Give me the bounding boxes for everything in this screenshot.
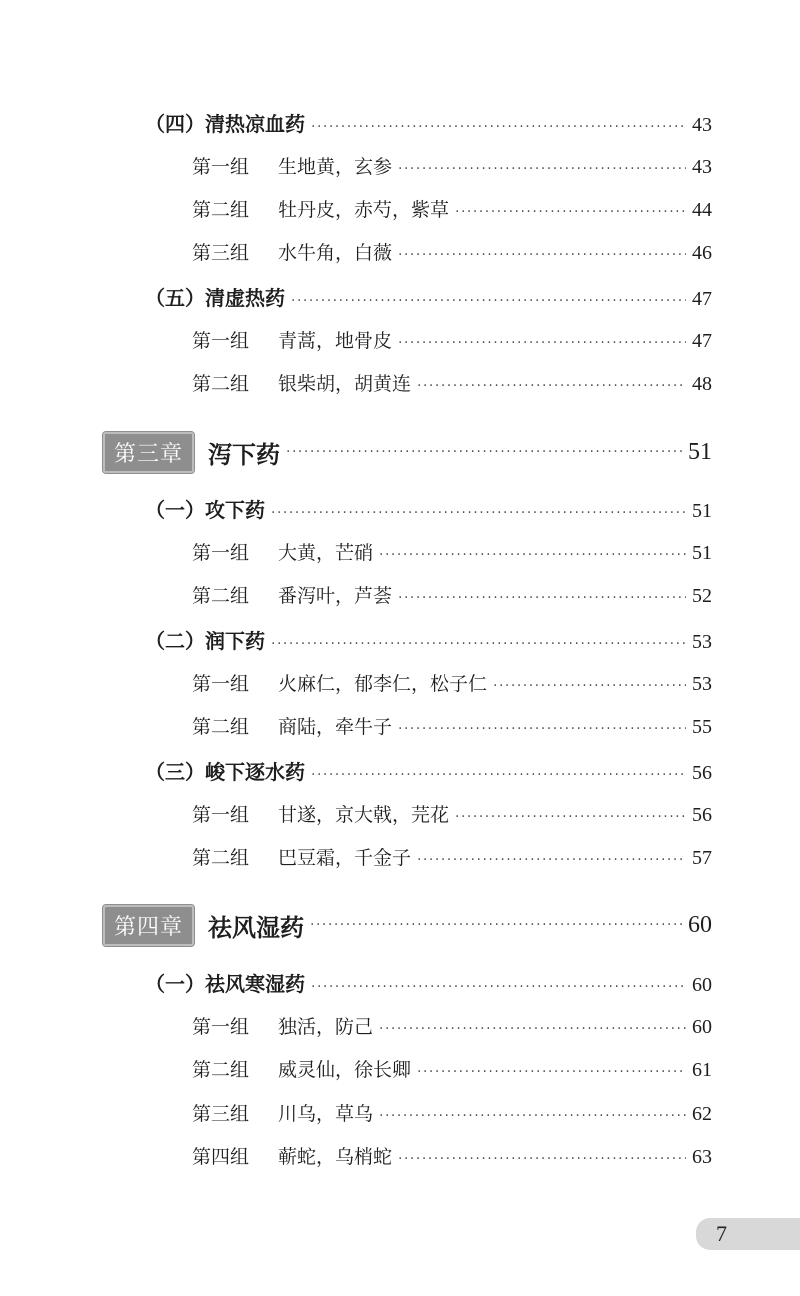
dot-leader	[379, 547, 686, 563]
page-ref: 53	[692, 631, 712, 653]
dot-leader	[286, 444, 682, 460]
page-ref: 60	[688, 911, 712, 938]
dot-leader	[311, 767, 686, 783]
page-ref: 60	[692, 974, 712, 996]
toc-group-entry[interactable]	[192, 800, 712, 826]
group-label: 第二组	[192, 847, 250, 869]
toc-section-entry[interactable]	[145, 494, 712, 522]
group-title: 水牛角，白薇	[278, 242, 393, 264]
section-title: （三）峻下逐水药	[145, 760, 305, 784]
toc-group-entry[interactable]	[192, 326, 712, 352]
group-label: 第一组	[192, 156, 250, 178]
group-label: 第二组	[192, 1059, 250, 1081]
section-title: （一）攻下药	[145, 498, 265, 522]
toc-group-entry[interactable]	[192, 369, 712, 395]
dot-leader	[379, 1021, 686, 1037]
dot-leader	[311, 979, 686, 995]
page-ref: 47	[692, 330, 712, 352]
chapter-badge: 第三章	[103, 432, 194, 473]
toc-group-entry[interactable]	[192, 712, 712, 738]
page-ref: 43	[692, 114, 712, 136]
group-label: 第二组	[192, 585, 250, 607]
group-label: 第二组	[192, 199, 250, 221]
group-title: 青蒿，地骨皮	[278, 330, 393, 352]
group-label: 第二组	[192, 373, 250, 395]
group-title: 大黄，芒硝	[278, 542, 374, 564]
toc-chapter-entry[interactable]	[103, 905, 712, 945]
chapter-title: 祛风湿药	[208, 912, 305, 942]
dot-leader	[398, 335, 686, 351]
dot-leader	[398, 590, 686, 606]
group-title: 蕲蛇，乌梢蛇	[278, 1146, 393, 1168]
page-ref: 47	[692, 288, 712, 310]
toc-group-entry[interactable]	[192, 1142, 712, 1168]
page-number-tab	[696, 1218, 800, 1250]
page-ref: 51	[692, 500, 712, 522]
chapter-title: 泻下药	[208, 439, 281, 469]
dot-leader	[291, 293, 686, 309]
dot-leader	[271, 636, 686, 652]
page-ref: 56	[692, 762, 712, 784]
group-title: 巴豆霜，千金子	[278, 847, 412, 869]
group-label: 第一组	[192, 542, 250, 564]
page-ref: 43	[692, 156, 712, 178]
page-ref: 51	[688, 438, 712, 465]
chapter-badge: 第四章	[103, 905, 194, 946]
dot-leader	[417, 1064, 686, 1080]
dot-leader	[493, 678, 686, 694]
dot-leader	[379, 1108, 686, 1124]
group-label: 第三组	[192, 242, 250, 264]
group-title: 生地黄，玄参	[278, 156, 393, 178]
page-ref: 46	[692, 242, 712, 264]
toc-section-entry[interactable]	[145, 756, 712, 784]
toc-section-entry[interactable]	[145, 282, 712, 310]
toc-group-entry[interactable]	[192, 1055, 712, 1081]
dot-leader	[398, 721, 686, 737]
page-ref: 63	[692, 1146, 712, 1168]
page-number: 7	[716, 1221, 727, 1246]
dot-leader	[455, 204, 686, 220]
dot-leader	[417, 378, 686, 394]
group-label: 第一组	[192, 330, 250, 352]
page-ref: 48	[692, 373, 712, 395]
toc-group-entry[interactable]	[192, 1012, 712, 1038]
page-ref: 55	[692, 716, 712, 738]
page-ref: 56	[692, 804, 712, 826]
group-label: 第一组	[192, 1016, 250, 1038]
group-label: 第一组	[192, 804, 250, 826]
section-title: （五）清虚热药	[145, 286, 285, 310]
group-title: 银柴胡，胡黄连	[278, 373, 412, 395]
toc-group-entry[interactable]	[192, 152, 712, 178]
group-title: 甘遂，京大戟，芫花	[278, 804, 450, 826]
page-ref: 52	[692, 585, 712, 607]
dot-leader	[271, 505, 686, 521]
dot-leader	[455, 809, 686, 825]
page-ref: 53	[692, 673, 712, 695]
toc-section-entry[interactable]	[145, 968, 712, 996]
page-ref: 62	[692, 1103, 712, 1125]
group-title: 火麻仁，郁李仁，松子仁	[278, 673, 488, 695]
toc-group-entry[interactable]	[192, 669, 712, 695]
toc-chapter-entry[interactable]	[103, 432, 712, 472]
toc-group-entry[interactable]	[192, 195, 712, 221]
dot-leader	[398, 161, 686, 177]
group-title: 牡丹皮，赤芍，紫草	[278, 199, 450, 221]
toc-group-entry[interactable]	[192, 238, 712, 264]
group-title: 川乌，草乌	[278, 1103, 374, 1125]
toc-group-entry[interactable]	[192, 581, 712, 607]
page-ref: 51	[692, 542, 712, 564]
dot-leader	[398, 1151, 686, 1167]
section-title: （四）清热凉血药	[145, 112, 305, 136]
dot-leader	[310, 917, 682, 933]
toc-section-entry[interactable]	[145, 625, 712, 653]
section-title: （一）祛风寒湿药	[145, 972, 305, 996]
page-ref: 60	[692, 1016, 712, 1038]
group-label: 第二组	[192, 716, 250, 738]
dot-leader	[417, 852, 686, 868]
page-ref: 57	[692, 847, 712, 869]
group-label: 第四组	[192, 1146, 250, 1168]
page-ref: 44	[692, 199, 712, 221]
dot-leader	[311, 119, 686, 135]
group-title: 威灵仙，徐长卿	[278, 1059, 412, 1081]
section-title: （二）润下药	[145, 629, 265, 653]
page-ref: 61	[692, 1059, 712, 1081]
group-title: 独活，防己	[278, 1016, 374, 1038]
group-title: 商陆，牵牛子	[278, 716, 393, 738]
dot-leader	[398, 247, 686, 263]
toc-group-entry[interactable]	[192, 1099, 712, 1125]
group-label: 第三组	[192, 1103, 250, 1125]
toc-group-entry[interactable]	[192, 843, 712, 869]
group-label: 第一组	[192, 673, 250, 695]
group-title: 番泻叶，芦荟	[278, 585, 393, 607]
toc-group-entry[interactable]	[192, 538, 712, 564]
toc-section-entry[interactable]	[145, 108, 712, 136]
